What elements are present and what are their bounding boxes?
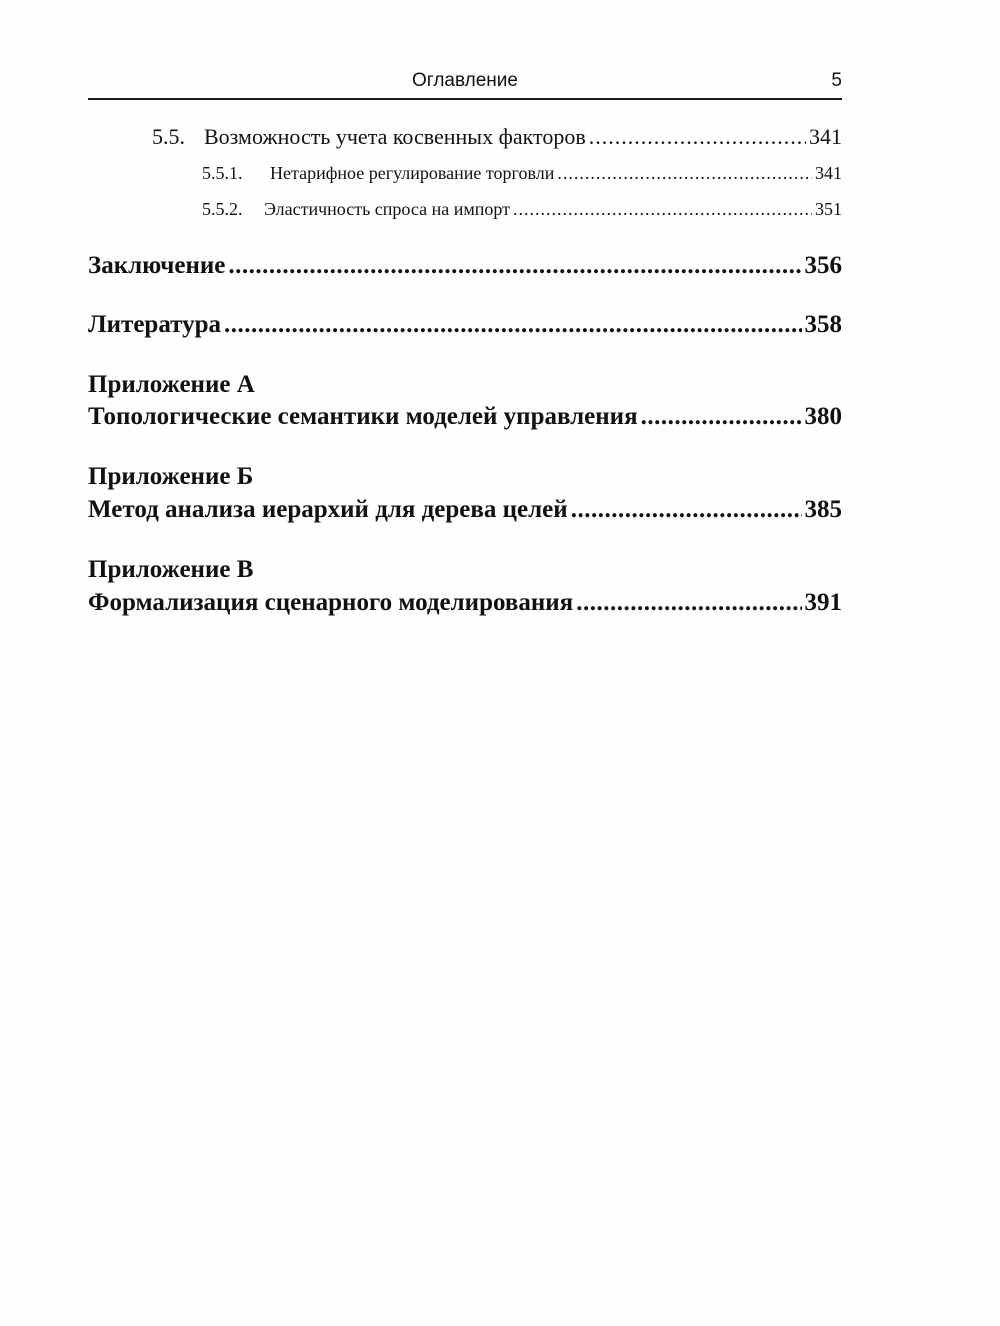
toc-entry-title: Нетарифное регулирование торговли: [270, 163, 555, 183]
toc-entry-literature[interactable]: [88, 311, 842, 339]
toc-entry-title: Формализация сценарного моделирования: [88, 589, 574, 616]
dot-leader: [571, 496, 802, 524]
dot-leader: [557, 163, 812, 184]
dot-leader: [228, 252, 801, 280]
running-header: [88, 68, 842, 100]
appendix-a-heading: Приложение А: [88, 371, 255, 398]
toc-entry-page: 356: [804, 252, 842, 279]
toc-entry-5-5-2[interactable]: [88, 199, 842, 220]
toc-entry-title: Литература: [88, 311, 222, 338]
toc-entry-page: 380: [804, 403, 842, 430]
toc-entry-5-5-1[interactable]: [88, 163, 842, 184]
dot-leader: [513, 199, 812, 220]
appendix-b-heading: Приложение Б: [88, 463, 254, 490]
toc-entry-page: 351: [815, 199, 842, 219]
dot-leader: [576, 589, 801, 617]
toc-entry-conclusion[interactable]: [88, 252, 842, 280]
header-title: Оглавление: [412, 70, 518, 91]
toc-entry-number: 5.5.1.: [202, 163, 243, 183]
toc-entry-title: Топологические семантики моделей управления: [88, 403, 638, 430]
dot-leader: [641, 403, 802, 431]
header-page-number: 5: [831, 70, 842, 91]
toc-entry-number: 5.5.: [152, 124, 185, 149]
toc-entry-page: 358: [804, 311, 842, 338]
toc-entry-page: 341: [809, 124, 842, 149]
toc-entry-title: Эластичность спроса на импорт: [264, 199, 510, 219]
dot-leader: [589, 124, 806, 150]
toc-entry-title: Метод анализа иерархий для дерева целей: [88, 496, 568, 523]
toc-entry-appendix-b[interactable]: [88, 496, 842, 524]
toc-entry-page: 341: [815, 163, 842, 183]
toc-entry-page: 391: [804, 589, 842, 616]
toc-entry-page: 385: [804, 496, 842, 523]
toc-entry-appendix-v[interactable]: [88, 589, 842, 617]
toc-entry-5-5[interactable]: [88, 124, 842, 150]
appendix-v-heading: Приложение В: [88, 556, 254, 583]
toc-entry-number: 5.5.2.: [202, 199, 243, 219]
toc-entry-title: Заключение: [88, 252, 226, 279]
toc-entry-appendix-a[interactable]: [88, 403, 842, 431]
dot-leader: [224, 311, 801, 339]
toc-entry-title: Возможность учета косвенных факторов: [204, 124, 586, 149]
